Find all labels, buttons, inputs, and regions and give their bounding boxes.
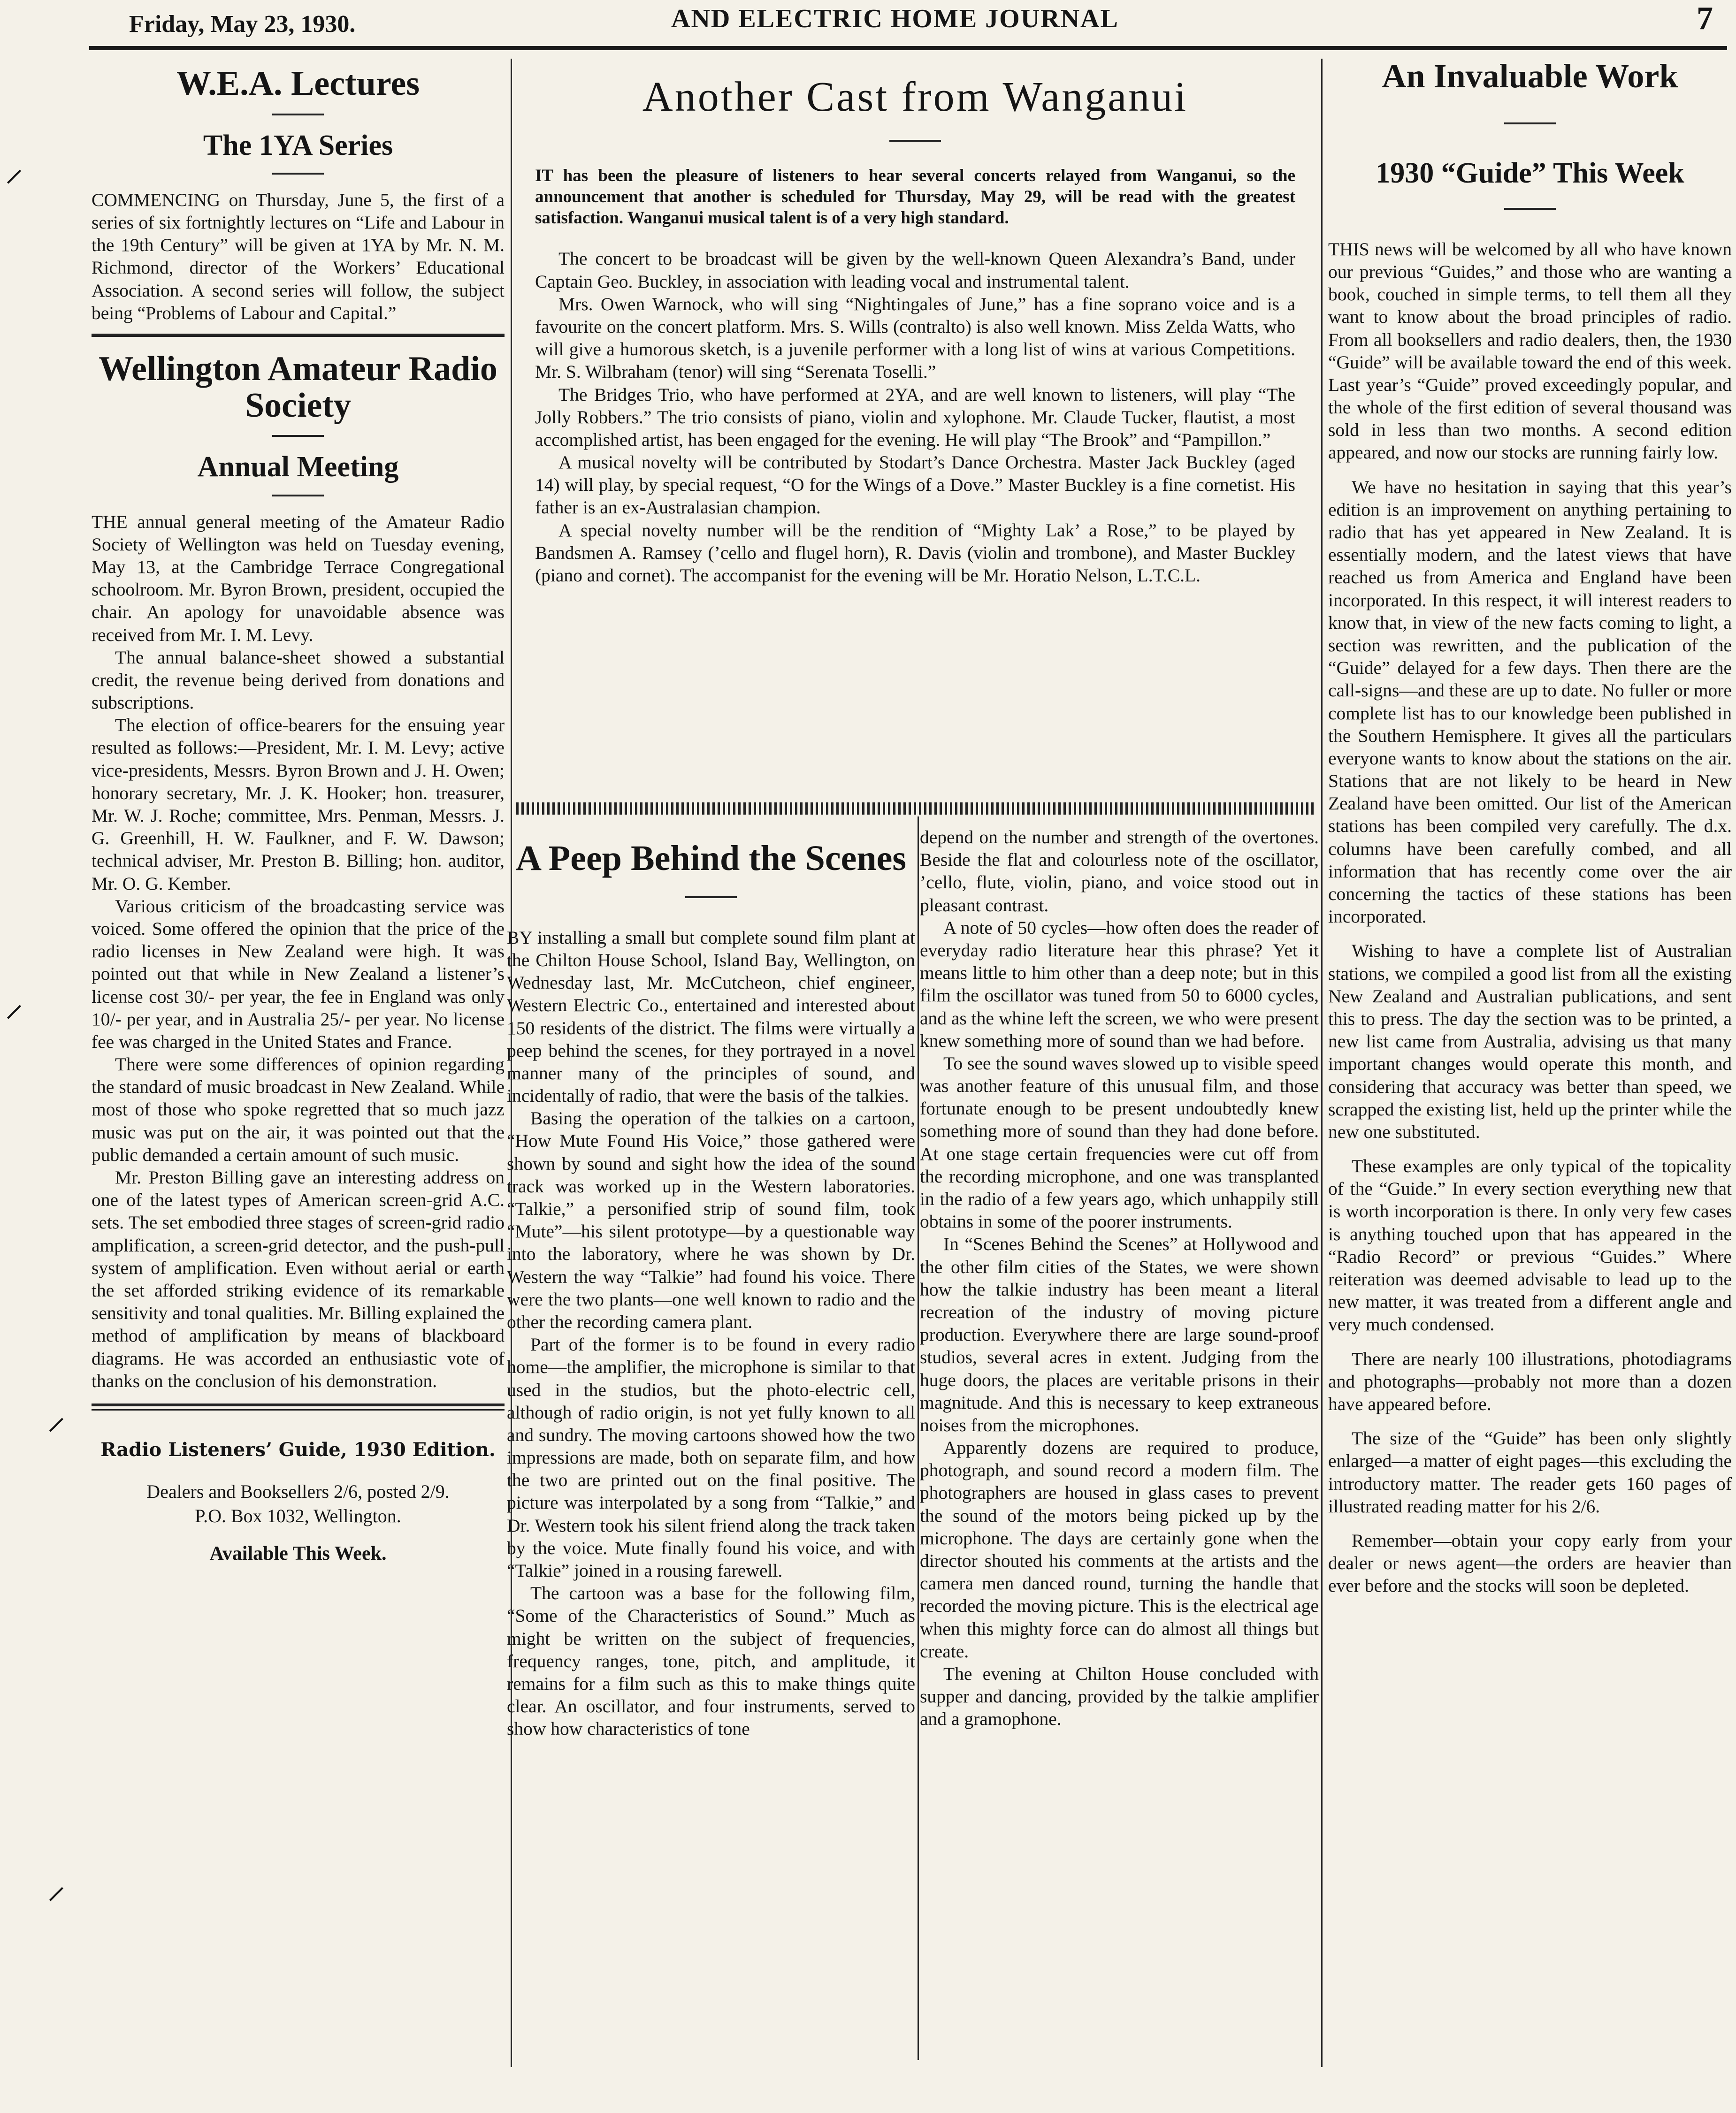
hatched-rule-wrap (516, 793, 1314, 824)
peep-paragraph: The cartoon was a base for the following film, “Some of the Characteristics of Sound.” Much as might be written on the subject of frequencies, frequency ranges, tone, pitch, and amplitude, it remains for a film such as this to make things quite clear. An oscillator, and four instruments, served to show how characteristics of tone (507, 1583, 915, 1739)
wea-title: W.E.A. Lectures (176, 64, 420, 103)
society-paragraph: THE annual general meeting of the Amateur Radio Society of Wellington was held on Tuesday evening, May 13, at the Cambridge Terrace Congregational schoolroom. Mr. Byron Brown, president, occupied the chair. An apology for unavoidable absence was received from Mr. I. M. Levy. (92, 511, 505, 645)
invaluable-title: An Invaluable Work (1382, 59, 1678, 95)
wea-subtitle: The 1YA Series (203, 129, 393, 161)
society-divider (272, 435, 324, 437)
peep-paragraph: Part of the former is to be found in every radio home—the amplifier, the microphone is similar to that used in the studios, but the photo-electric cell, although of radio origin, is not yet fully known to all and sundry. The moving cartoons showed how the two impressions are made, both on separate film, and how the two are printed out on the final positive. The picture was interpolated by a song from “Talkie,” and Dr. Western took his silent friend along the track taken by the voice. Mute finally found his voice, and with “Talkie” joined in a rousing farewell. (507, 1334, 915, 1581)
invaluable-divider-2 (1504, 208, 1556, 210)
wanganui-paragraph: The Bridges Trio, who have performed at 2YA, and are well known to listeners, will play “The Jolly Robbers.” The trio consists of piano, violin and xylophone. Mr. Claude Tucker, flautist, a most accomplished artist, has been engaged for the evening. He will play “The Brook” and “Pampillon.” (535, 384, 1295, 450)
wea-divider-2 (272, 173, 324, 175)
society-paragraph: Mr. Preston Billing gave an interesting address on one of the latest types of American screen-grid A.C. sets. The set embodied three stages of screen-grid radio amplification, a screen-grid detector, and the push-pull system of amplification. Even without aerial or earth the set afforded striking evidence of its remarkable sensitivity and tonal qualities. Mr. Billing explained the method of amplification by means of blackboard diagrams. He was accorded an enthusiastic vote of thanks on the conclusion of his demonstration. (92, 1167, 505, 1391)
column-rule-3 (918, 816, 919, 2060)
invaluable-subtitle: 1930 “Guide” This Week (1376, 157, 1684, 189)
society-paragraph: The election of office-bearers for the ensuing year resulted as follows:—President, Mr. I. M. Levy; active vice-presidents, Messrs. Byron Brown and J. H. Owen; honorary secretary, Mr. J. K. Hooker; hon. treasurer, Mr. W. J. Roche; committee, Mrs. Penman, Messrs. J. G. Greenhill, H. W. Faulkner, and F. W. Dawson; technical adviser, Mr. Preston B. Billing; hon. auditor, Mr. O. G. Kember. (92, 715, 505, 894)
invaluable-paragraph: THIS news will be welcomed by all who have known our previous “Guides,” and those who are wanting a book, couched in simple terms, to tell them all they want to know about the broad principles of radio. From all booksellers and radio dealers, then, the 1930 “Guide” will be available toward the end of this week. Last year’s “Guide” proved exceedingly popular, and the whole of the first edition of several thousand was sold in less than two months. A second edition appeared, and now our stocks are running fairly low. (1328, 238, 1732, 463)
margin-mark: ⸝ (5, 981, 23, 1025)
peep-paragraph: BY installing a small but complete sound film plant at the Chilton House School, Island Bay, Wellington, on Wednesday last, Mr. McCutcheon, chief engineer, Western Electric Co., entertained and interested about 150 residents of the district. The films were virtually a peep behind the scenes, for they portrayed in a novel manner many of the principles of sound, and incidentally of radio, that were the basis of the talkies. (507, 927, 915, 1106)
invaluable-divider (1504, 122, 1556, 124)
advert-address: P.O. Box 1032, Wellington. (195, 1505, 401, 1526)
peep-paragraph-cont: To see the sound waves slowed up to visible speed was another feature of this unusual film, and those fortunate enough to be present undoubtedly knew something more of sound than they had done before. At one stage certain frequencies were cut off from the recording microphone, and one was transplanted in the radio of a few years ago, which unhappily still obtains in some of the poorer instruments. (920, 1053, 1319, 1232)
hatched-rule (516, 802, 1314, 815)
page-number: 7 (1697, 0, 1713, 37)
masthead (89, 0, 1722, 38)
wanganui-title: Another Cast from Wanganui (642, 74, 1188, 120)
advert-price: Dealers and Booksellers 2/6, posted 2/9. (146, 1480, 450, 1502)
society-title: Wellington Amateur Radio Society (99, 350, 497, 425)
peep-paragraph-cont: In “Scenes Behind the Scenes” at Hollywood and the other film cities of the States, we were shown how the talkie industry has been meant a literal recreation of the industry of moving picture production. Everywhere there are large sound-proof studios, several acres in extent. Judging from the huge doors, the places are veritable prisons in their magnitude. And this is necessary to keep extraneous noises from the microphones. (920, 1234, 1319, 1435)
column-middle-right (920, 826, 1319, 2046)
peep-paragraph: Basing the operation of the talkies on a cartoon, “How Mute Found His Voice,” those gathered were shown by sound and sight how the idea of the sound track was worked up in the Western laboratories. “Talkie,” a personified strip of sound film, took “Mute”—his silent prototype—by a questionable way into the laboratory, where he was shown by Dr. Western the way “Talkie” had found his voice. There were the two plants—one well known to radio and the other the recording camera plant. (507, 1108, 915, 1332)
invaluable-paragraph: The size of the “Guide” has been only slightly enlarged—a matter of eight pages—this excluding the introductory matter. The reader gets 160 pages of illustrated reading matter for his 2/6. (1328, 1428, 1732, 1517)
wanganui-body (516, 229, 1314, 587)
margin-mark: ⸝ (5, 146, 23, 190)
society-paragraph: The annual balance-sheet showed a substantial credit, the revenue being derived from donations and subscriptions. (92, 647, 505, 713)
wanganui-paragraph: A special novelty number will be the rendition of “Mighty Lak’ a Rose,” to be played by Bandsmen A. Ramsey (’cello and flugel horn), R. Davis (violin and trombone), and Master Buckley (piano and cornet). The accompanist for the evening will be Mr. Horatio Nelson, L.T.C.L. (535, 519, 1295, 586)
masthead-rule (89, 46, 1727, 50)
peep-paragraph-cont: The evening at Chilton House concluded with supper and dancing, provided by the talkie amplifier and a gramophone. (920, 1663, 1319, 1730)
journal-title: AND ELECTRIC HOME JOURNAL (671, 4, 1119, 33)
invaluable-paragraph: Remember—obtain your copy early from your dealer or news agent—the orders are heavier than ever before and the stocks will soon be depleted. (1328, 1530, 1732, 1596)
advert-available: Available This Week. (209, 1542, 387, 1564)
peep-title: A Peep Behind the Scenes (516, 839, 906, 878)
section-rule (92, 334, 505, 337)
invaluable-paragraph: We have no hesitation in saying that this year’s edition is an improvement on anything pertaining to radio that has yet appeared in New Zealand. It is essentially modern, and the latest views that have reached us from America and England have been incorporated. In this respect, it will interest readers to know that, in view of the new facts coming to light, a section was rewritten, and the publication of the “Guide” delayed for a few days. Then there are the call-signs—and these are up to date. No fuller or more complete list has to our knowledge been published in the Southern Hemisphere. It gives all the particulars everyone wants to know about the stations on the air. Stations that are not likely to be heard in New Zealand have been omitted. Our list of the American stations has been compiled very carefully. The d.x. columns have been carefully combed, and all information that has recently come over the air concerning the tactics of these stations has been incorporated. (1328, 476, 1732, 927)
wea-divider (272, 114, 324, 115)
society-paragraph: Various criticism of the broadcasting service was voiced. Some offered the opinion that the price of the radio licenses in New Zealand were high. It was pointed out that while in New Zealand a listener’s license cost 30/- per year, the fee in England was only 10/- per year, and in Australia 25/- per year. No license fee was charged in the United States and France. (92, 895, 505, 1052)
column-right (1328, 59, 1732, 1936)
column-rule-2 (1321, 59, 1323, 2067)
wanganui-lead: IT has been the pleasure of listeners to hear several concerts relayed from Wanganui, so the announcement that another is scheduled for Thursday, May 29, will be read with the greatest satisfaction. Wanganui musical talent is of a very high standard. (535, 166, 1295, 228)
society-divider-2 (272, 495, 324, 496)
peep-paragraph-cont: A note of 50 cycles—how often does the reader of everyday radio literature hear this phrase? Yet it means little to him other than a deep note; but in this film the oscillator was tuned from 50 to 6000 cycles, and as the whine left the screen, we who were present knew something more of sound than we had before. (920, 917, 1319, 1051)
advert-rule (92, 1404, 505, 1411)
society-subtitle: Annual Meeting (197, 451, 399, 483)
society-paragraph: There were some differences of opinion regarding the standard of music broadcast in New Zealand. While most of those who spoke regretted that so much jazz music was put on the air, it was pointed out that the public demanded a certain amount of such music. (92, 1054, 505, 1165)
column-middle-left (507, 835, 915, 2055)
wanganui-paragraph: Mrs. Owen Warnock, who will sing “Nightingales of June,” has a fine soprano voice and is a favourite on the concert platform. Mrs. S. Wills (contralto) is also well known. Miss Zelda Watts, who will give a humorous sketch, is a juvenile performer with a long list of wins at various Competitions. Mr. S. Wilbraham (tenor) will sing “Serenata Toselli.” (535, 293, 1295, 382)
wanganui-divider (889, 140, 941, 142)
column-middle-top (516, 59, 1314, 791)
peep-paragraph-cont: Apparently dozens are required to produce, photograph, and sound record a modern film. The photographers are housed in glass cases to prevent the sound of the motors being picked up by the microphone. The days are certainly gone when the director shouted his comments at the artists and the camera men danced round, turning the handle that recorded the moving picture. This is the electrical age when this mighty force can do almost all things but create. (920, 1437, 1319, 1662)
peep-paragraph-cont: depend on the number and strength of the overtones. Beside the flat and colourless note of the oscillator, ’cello, flute, violin, piano, and voice stood out in pleasant contrast. (920, 827, 1319, 915)
invaluable-paragraph: Wishing to have a complete list of Australian stations, we compiled a good list from all the existing New Zealand and Australian publications, and sent this to press. The day the section was to be printed, a new list came from Australia, advising us that many important changes would operate this month, and considering that accuracy was better than speed, we scrapped the existing list, held up the printer while the new one substituted. (1328, 940, 1732, 1142)
margin-mark: ⸝ (47, 1394, 66, 1438)
advert-title: Radio Listeners’ Guide, 1930 Edition. (100, 1438, 496, 1461)
peep-divider (685, 896, 737, 898)
wanganui-paragraph: The concert to be broadcast will be given by the well-known Queen Alexandra’s Band, under Captain Geo. Buckley, in association with leading vocal and instrumental talent. (535, 248, 1295, 292)
column-left (92, 59, 505, 1936)
invaluable-paragraph: These examples are only typical of the topicality of the “Guide.” In every section everything new that is worth incorporation is there. In only very few cases is anything touched upon that has appeared in the “Radio Record” or previous “Guides.” Where reiteration was deemed advisable to lead up to the new matter, it was treated from a different angle and very much condensed. (1328, 1156, 1732, 1335)
issue-date: Friday, May 23, 1930. (129, 11, 356, 38)
margin-mark: ⸝ (47, 1863, 66, 1907)
wanganui-paragraph: A musical novelty will be contributed by Stodart’s Dance Orchestra. Master Jack Buckley (aged 14) will play, by special request, “O for the Wings of a Dove.” Master Buckley is a fine cornetist. His father is an ex-Australasian champion. (535, 452, 1295, 518)
wea-paragraph: COMMENCING on Thursday, June 5, the first of a series of six fortnightly lectures on “Life and Labour in the 19th Century” will be given at 1YA by Mr. N. M. Richmond, director of the Workers’ Educational Association. A second series will follow, the subject being “Problems of Labour and Capital.” (92, 189, 505, 323)
invaluable-paragraph: There are nearly 100 illustrations, photodiagrams and photographs—probably not more than a dozen have appeared before. (1328, 1348, 1732, 1414)
